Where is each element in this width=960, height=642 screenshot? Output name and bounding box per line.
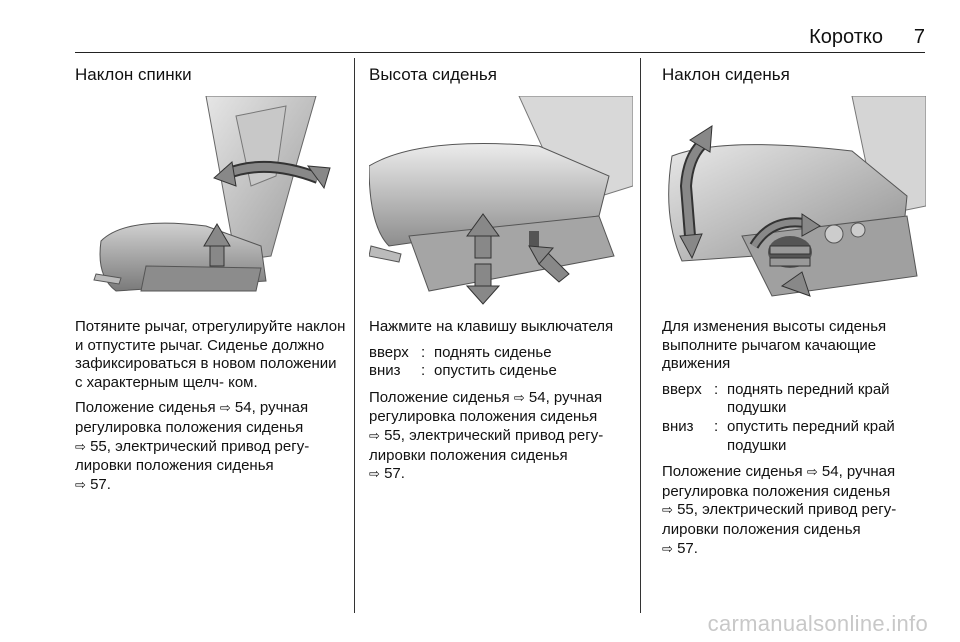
reference-arrow-icon: ⇨ <box>369 467 380 483</box>
cross-reference: Положение сиденья ⇨ 54, ручная регулировка положения сиденья ⇨ 55, электрический привод регу- лировки положения сиденья ⇨ 57. <box>369 388 604 483</box>
section-title: Коротко <box>809 26 883 48</box>
illustration-seat-tilt-lever <box>662 96 926 306</box>
reference-arrow-icon: ⇨ <box>513 390 525 406</box>
direction-list <box>662 381 934 455</box>
heading-backrest: Наклон спинки <box>75 65 192 84</box>
page-header <box>75 0 925 53</box>
list-item: вверх : поднять сиденье <box>369 343 552 361</box>
reference-arrow-icon: ⇨ <box>662 503 673 519</box>
instruction-paragraph: Нажмите на клавишу выключателя <box>369 318 614 335</box>
column-divider <box>354 58 355 613</box>
text-seat-height <box>369 318 641 492</box>
reference-arrow-icon: ⇨ <box>806 465 818 481</box>
list-item: вниз : опустить передний край подушки <box>662 417 895 454</box>
column-backrest <box>75 58 345 88</box>
text-backrest <box>75 318 347 502</box>
reference-arrow-icon: ⇨ <box>75 439 86 455</box>
page-number: 7 <box>913 26 925 48</box>
instruction-paragraph: Потяните рычаг, отрегулируйте наклон и отпустите рычаг. Сиденье должно зафиксироваться в новом положении с характерным щелч- ком. <box>75 318 346 391</box>
direction-list <box>369 344 641 381</box>
column-seat-height <box>369 58 639 88</box>
list-item: вниз : опустить сиденье <box>369 362 557 380</box>
illustration-backrest-lever <box>86 96 350 306</box>
watermark: carmanualsonline.info <box>707 611 928 636</box>
reference-arrow-icon: ⇨ <box>75 477 86 493</box>
cross-reference: Положение сиденья ⇨ 54, ручная регулировка положения сиденья ⇨ 55, электрический привод регу- лировки положения сиденья ⇨ 57. <box>75 399 310 493</box>
reference-arrow-icon: ⇨ <box>662 541 673 557</box>
column-seat-tilt <box>662 58 932 88</box>
text-seat-tilt <box>662 318 934 566</box>
cross-reference: Положение сиденья ⇨ 54, ручная регулировка положения сиденья ⇨ 55, электрический привод регу- лировки положения сиденья ⇨ 57. <box>662 463 897 557</box>
list-item: вверх : поднять передний край подушки <box>662 380 890 417</box>
illustration-seat-height-switch <box>369 96 633 306</box>
reference-arrow-icon: ⇨ <box>219 401 231 417</box>
heading-seat-tilt: Наклон сиденья <box>662 65 790 84</box>
instruction-paragraph: Для изменения высоты сиденья выполните рычагом качающие движения <box>662 318 887 373</box>
heading-seat-height: Высота сиденья <box>369 65 497 84</box>
reference-arrow-icon: ⇨ <box>369 428 380 444</box>
